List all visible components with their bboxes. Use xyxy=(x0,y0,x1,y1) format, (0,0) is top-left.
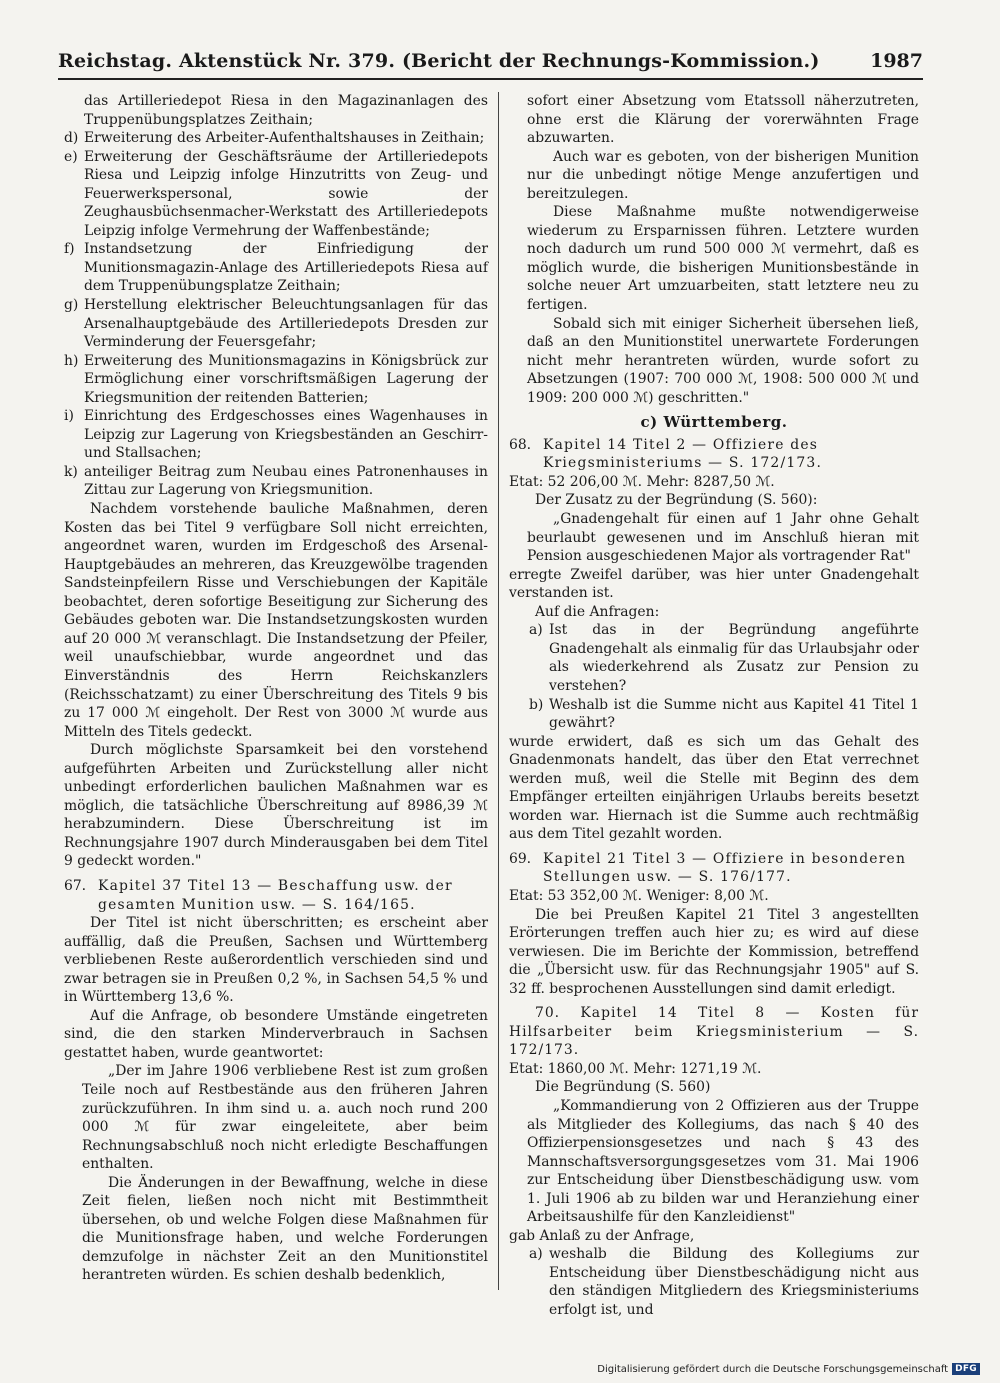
paragraph: wurde erwidert, daß es sich um das Gehalt des Gnadenmonats handelt, das über den Etat verrechnet werden muß, weil die Stelle mit Beginn des dem Empfänger erteilten einjährigen Urlaubs bereits besetzt worden war. Hiernach ist die Summe auch rechtmäßig aus dem Titel gezahlt worden. xyxy=(509,733,919,843)
section-title-wuerttemberg: c) Württemberg. xyxy=(640,413,788,432)
quote-paragraph: „Der im Jahre 1906 verbliebene Rest ist zum großen Teile noch auf Restbestände aus den früheren Jahren zurückzuführen. In ihm sind u. a. auch noch rund 200 000 ℳ für zwar eingeleitete, aber beim Rechnungsabschluß noch nicht erledigte Beschaffungen enthalten. xyxy=(82,1063,488,1173)
heading-number: 67. xyxy=(64,877,87,894)
list-marker: e) xyxy=(64,148,78,165)
list-marker: i) xyxy=(64,408,74,425)
list-item xyxy=(64,240,488,296)
list-marker: k) xyxy=(64,463,78,480)
quote-paragraph: Sobald sich mit einiger Sicherheit übersehen ließ, daß an den Munitionstitel unerwartete Forderungen nicht mehr herantreten würden, wurde sofort zu Absetzungen (1907: 700 000 ℳ, 1908: 500 000 ℳ und 1909: 200 000 ℳ) geschritten." xyxy=(527,315,919,406)
list-item xyxy=(64,296,488,352)
list-text: Weshalb ist die Summe nicht aus Kapitel 41 Titel 1 gewährt? xyxy=(549,696,919,732)
section-heading-70: 70. Kapitel 14 Titel 8 — Kosten für Hilfsarbeiter beim Kriegsministerium — S. 172/173. xyxy=(509,1005,919,1059)
quote-paragraph: „Gnadengehalt für einen auf 1 Jahr ohne Gehalt beurlaubt gewesenen und im Anschluß hieran mit Pension ausgeschiedenen Major als vortragender Rat" xyxy=(527,511,919,565)
section-heading-68 xyxy=(509,436,919,473)
quote-paragraph: sofort einer Absetzung vom Etatssoll näherzutreten, ohne erst die Klärung der vorerwähnten Frage abzuwarten. xyxy=(527,93,919,147)
list-text: Erweiterung der Geschäftsräume der Artilleriedepots Riesa und Leipzig infolge Hinzutritts von Zeug- und Feuerwerkspersonal, sowie der Zeughausbüchsenmacher-Werkstatt des Artilleriedepots Leipzig infolge Vermehrung der Waffenbestände; xyxy=(84,148,488,239)
list-item xyxy=(64,407,488,463)
paragraph: Auf die Anfrage, ob besondere Umstände eingetreten sind, die den starken Minderverbrauch in Sachsen gestattet haben, wurde geantwortet: xyxy=(64,1007,488,1061)
list-marker: a) xyxy=(529,622,543,639)
column-divider xyxy=(498,92,499,1290)
list-item xyxy=(509,696,919,733)
list-marker: g) xyxy=(64,297,79,314)
heading-number: 69. xyxy=(509,850,532,867)
list-text: Einrichtung des Erdgeschosses eines Wagenhauses in Leipzig zur Lagerung von Kriegsbeständen an Geschirr- und Stallsachen; xyxy=(84,408,488,462)
paragraph: Auf die Anfragen: xyxy=(535,603,660,620)
list-item xyxy=(64,148,488,241)
running-title: Reichstag. Aktenstück Nr. 379. (Bericht der Rechnungs-Kommission.) xyxy=(58,50,820,72)
list-text: Erweiterung des Arbeiter-Aufenthaltshauses in Zeithain; xyxy=(84,130,485,147)
list-marker: f) xyxy=(64,241,75,258)
list-marker: h) xyxy=(64,352,79,369)
page-header xyxy=(58,44,923,80)
section-heading-67 xyxy=(64,877,488,914)
list-item xyxy=(64,129,488,148)
paragraph: gab Anlaß zu der Anfrage, xyxy=(509,1227,695,1244)
paragraph: Die Begründung (S. 560) xyxy=(535,1079,711,1096)
paragraph: Durch möglichste Sparsamkeit bei den vorstehend aufgeführten Arbeiten und Zurückstellung aller nicht unbedingt erforderlichen baulichen Maßnahmen war es möglich, die tatsächliche Überschreitung auf 8986,39 ℳ herabzumindern. Diese Überschreitung ist im Rechnungsjahre 1907 durch Minderausgaben bei dem Titel 9 gedeckt worden." xyxy=(64,742,488,870)
list-text: weshalb die Bildung des Kollegiums zur Entscheidung über Dienstbeschädigung nicht aus den ständigen Mitgliedern des Kriegsministeriums erfolgt ist, und xyxy=(549,1246,919,1318)
heading-number: 68. xyxy=(509,436,532,453)
paragraph: Der Titel ist nicht überschritten; es erscheint aber auffällig, daß die Preußen, Sachsen und Württemberg verbliebenen Reste außerordentlich verschieden sind und zwar betragen sie in Preußen 0,2 %, in Sachsen 54,5 % und in Württemberg 13,6 %. xyxy=(64,915,488,1006)
quote-paragraph: Auch war es geboten, von der bisherigen Munition nur die unbedingt nötige Menge anzufertigen und bereitzulegen. xyxy=(527,148,919,202)
paragraph: Nachdem vorstehende bauliche Maßnahmen, deren Kosten das bei Titel 9 verfügbare Soll nicht erreichten, angeordnet waren, wurden im Erdgeschoß des Arsenal-Hauptgebäudes an mehreren, das Kreuzgewölbe tragenden Sandsteinpfeilern Risse und Verschiebungen der Kapitäle beobachtet, deren sofortige Beseitigung zur Sicherung des Gebäudes geboten war. Die Instandsetzungskosten wurden auf 20 000 ℳ veranschlagt. Die Instandsetzung der Pfeiler, weil unaufschiebbar, wurde angeordnet und das Einverständnis des Herrn Reichskanzlers (Reichsschatzamt) zu einer Überschreitung des Titels 9 bis zu 17 000 ℳ eingeholt. Der Rest von 3000 ℳ wurde aus Mitteln des Titels gedeckt. xyxy=(64,501,488,740)
paragraph: erregte Zweifel darüber, was hier unter Gnadengehalt verstanden ist. xyxy=(509,566,919,602)
list-marker: b) xyxy=(529,696,544,713)
page-number: 1987 xyxy=(870,50,923,72)
list-item xyxy=(64,463,488,500)
dfg-logo: DFG xyxy=(952,1363,980,1375)
right-column xyxy=(509,92,919,1320)
quote-paragraph: Diese Maßnahme mußte notwendigerweise wiederum zu Ersparnissen führen. Letztere wurden noch dadurch um rund 500 000 ℳ vermehrt, daß es möglich wurde, die bisherigen Munitionsbestände in solche neuer Art umzuarbeiten, statt letztere neu zu fertigen. xyxy=(527,204,919,314)
section-heading-69 xyxy=(509,850,919,887)
list-item xyxy=(509,1245,919,1319)
paragraph: das Artilleriedepot Riesa in den Magazinanlagen des Truppenübungsplatzes Zeithain; xyxy=(84,93,488,128)
list-text: Erweiterung des Munitionsmagazins in Königsbrück zur Ermöglichung einer vorschriftsmäßigen Lagerung der Kriegsmunition der reitenden Batterien; xyxy=(84,352,488,406)
quote-paragraph: Die Änderungen in der Bewaffnung, welche in diese Zeit fielen, ließen noch nicht mit Bestimmtheit übersehen, ob und welche Folgen diese Maßnahmen für die Munitionsfrage haben, und welche Forderungen demzufolge in nächster Zeit an den Munitionstitel herantreten würden. Es schien deshalb bedenklich, xyxy=(82,1174,488,1284)
heading-text: Kapitel 14 Titel 2 — Offiziere des Kriegsministeriums — S. 172/173. xyxy=(543,436,823,472)
etat-line: Etat: 1860,00 ℳ. Mehr: 1271,19 ℳ. xyxy=(509,1060,762,1077)
etat-line: Etat: 52 206,00 ℳ. Mehr: 8287,50 ℳ. xyxy=(509,473,775,490)
list-item xyxy=(509,621,919,695)
heading-text: Kapitel 21 Titel 3 — Offiziere in besonderen Stellungen usw. — S. 176/177. xyxy=(543,850,907,886)
etat-line: Etat: 53 352,00 ℳ. Weniger: 8,00 ℳ. xyxy=(509,887,769,904)
heading-text: Kapitel 37 Titel 13 — Beschaffung usw. der gesamten Munition usw. — S. 164/165. xyxy=(98,877,453,913)
list-text: Ist das in der Begründung angeführte Gnadengehalt als einmalig für das Urlaubsjahr oder als wiederkehrend als Zusatz zur Pension zu verstehen? xyxy=(549,622,919,694)
paragraph: Die bei Preußen Kapitel 21 Titel 3 angestellten Erörterungen treffen auch hier zu; es wird auf diese verwiesen. Die im Berichte der Kommission, betreffend die „Übersicht usw. für das Rechnungsjahr 1905" auf S. 32 ff. besprochenen Ausstellungen sind damit erledigt. xyxy=(509,906,919,997)
paragraph: Der Zusatz zu der Begründung (S. 560): xyxy=(535,492,818,509)
quote-paragraph: „Kommandierung von 2 Offizieren aus der Truppe als Mitglieder des Kollegiums, das nach § 40 des Offizierpensionsgesetzes und nach § 43 des Mannschaftsversorgungsgesetzes vom 31. Mai 1906 zur Entscheidung über Dienstbeschädigung usw. vom 1. Juli 1906 ab zu bilden war und Heranziehung einer Arbeitsaushilfe für den Kanzleidienst" xyxy=(527,1097,919,1226)
left-column xyxy=(64,92,488,1285)
list-text: Instandsetzung der Einfriedigung der Munitionsmagazin-Anlage des Artilleriedepots Riesa auf dem Truppenübungsplatze Zeithain; xyxy=(84,241,488,295)
list-text: anteiliger Beitrag zum Neubau eines Patronenhauses in Zittau zur Lagerung von Kriegsmunition. xyxy=(84,463,488,499)
digitization-credit xyxy=(597,1363,980,1375)
credit-text: Digitalisierung gefördert durch die Deutsche Forschungsgemeinschaft xyxy=(597,1363,949,1375)
list-marker: d) xyxy=(64,130,79,147)
list-item xyxy=(64,352,488,408)
list-marker: a) xyxy=(529,1246,543,1263)
list-text: Herstellung elektrischer Beleuchtungsanlagen für das Arsenalhauptgebäude des Artilleriedepots Dresden zur Verminderung der Feuersgefahr; xyxy=(84,297,488,351)
